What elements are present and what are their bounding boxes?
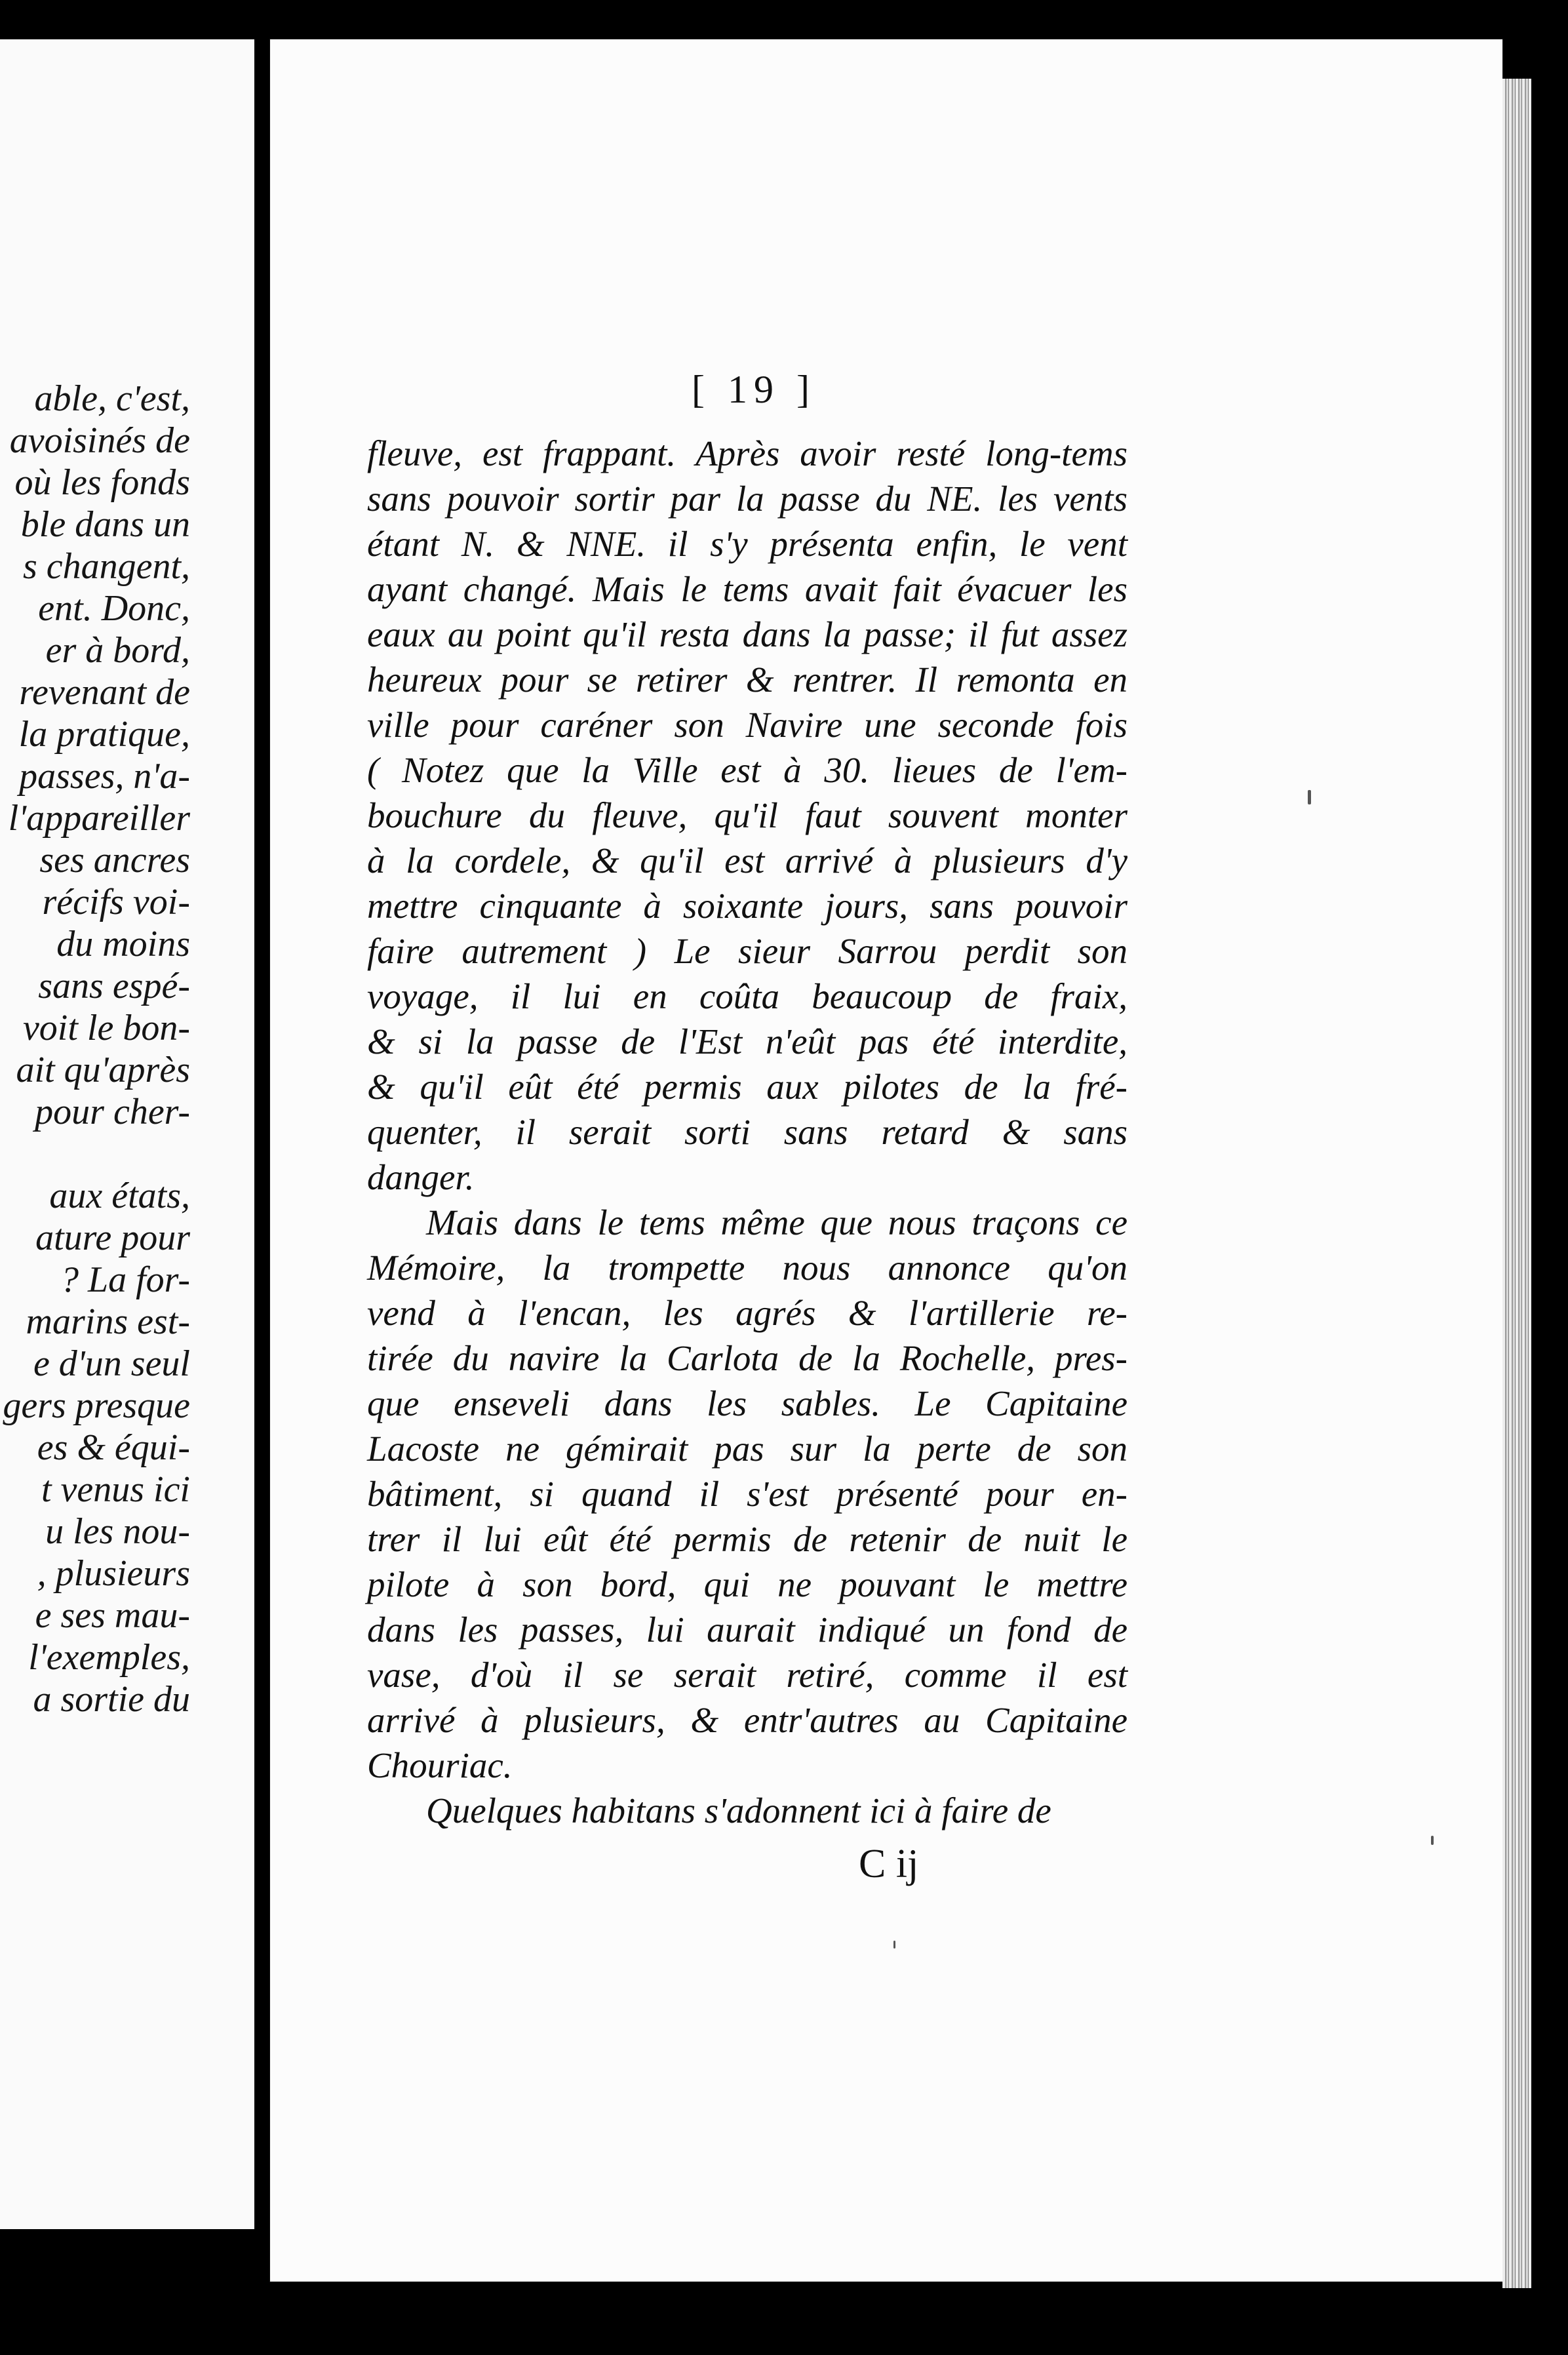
body-line: Chouriac. (367, 1745, 513, 1785)
body-line: ayant changé. Mais le tems avait fait évacuer les (367, 569, 1127, 609)
left-page (0, 39, 254, 2229)
left-page-line: ses ancres (39, 840, 190, 881)
body-line: mettre cinquante à soixante jours, sans pouvoir (367, 886, 1127, 926)
left-page-line: a sortie du (33, 1679, 190, 1720)
left-page-line: e d'un seul (33, 1343, 190, 1384)
left-page-line: ? La for- (60, 1259, 190, 1300)
body-line: fleuve, est frappant. Après avoir resté long-tems (367, 433, 1127, 473)
body-line: bouchure du fleuve, qu'il faut souvent monter (367, 795, 1127, 835)
signature-mark: C ij (859, 1842, 919, 1886)
left-page-line: marins est- (26, 1301, 190, 1342)
page-edge (1502, 79, 1531, 2288)
paper-speck (893, 1941, 895, 1949)
left-page-line: ent. Donc, (38, 588, 190, 629)
left-page-line: ait qu'après (16, 1050, 190, 1090)
left-page-line: où les fonds (14, 462, 190, 503)
body-line: vend à l'encan, les agrés & l'artillerie re- (367, 1293, 1127, 1333)
left-page-line: es & équi- (37, 1427, 190, 1468)
body-line: Mais dans le tems même que nous traçons ce (426, 1202, 1127, 1242)
left-page-line: er à bord, (45, 630, 190, 671)
body-line: à la cordele, & qu'il est arrivé à plusieurs d'y (367, 841, 1127, 881)
body-line: sans pouvoir sortir par la passe du NE. les vents (367, 479, 1127, 519)
body-line: quenter, il serait sorti sans retard & sans (367, 1112, 1127, 1152)
left-page-line: t venus ici (41, 1469, 190, 1510)
body-line: trer il lui eût été permis de retenir de nuit le (367, 1519, 1127, 1559)
body-line: ville pour caréner son Navire une seconde fois (367, 705, 1127, 745)
body-line: tirée du navire la Carlota de la Rochelle, pres- (367, 1338, 1127, 1378)
left-page-line: pour cher- (35, 1092, 190, 1132)
left-page-line: l'exemples, (28, 1637, 190, 1678)
left-page-line: l'appareiller (8, 798, 190, 839)
left-page-line: la pratique, (18, 714, 190, 755)
body-line: Quelques habitans s'adonnent ici à faire de (426, 1791, 1051, 1831)
body-line: que enseveli dans les sables. Le Capitaine (367, 1383, 1127, 1423)
body-line: & qu'il eût été permis aux pilotes de la fré- (367, 1067, 1127, 1107)
body-line: pilote à son bord, qui ne pouvant le mettre (367, 1564, 1127, 1604)
left-page-line: sans espé- (38, 966, 190, 1006)
left-page-line: avoisinés de (9, 420, 190, 461)
body-line: & si la passe de l'Est n'eût pas été interdite, (367, 1021, 1127, 1061)
left-page-line: revenant de (19, 672, 190, 713)
left-page-line: ble dans un (20, 504, 190, 545)
left-page-line: ature pour (35, 1217, 190, 1258)
left-page-line: du moins (56, 924, 190, 964)
left-page-line: s changent, (22, 546, 190, 587)
left-page-line: able, c'est, (34, 378, 190, 419)
paper-speck (1431, 1836, 1434, 1845)
left-page-line: , plusieurs (37, 1553, 190, 1594)
body-line: arrivé à plusieurs, & entr'autres au Capitaine (367, 1700, 1127, 1740)
body-line: Mémoire, la trompette nous annonce qu'on (367, 1248, 1127, 1288)
left-page-line: récifs voi- (42, 882, 190, 922)
body-line: voyage, il lui en coûta beaucoup de fraix, (367, 976, 1127, 1016)
left-page-line: u les nou- (45, 1511, 190, 1552)
body-line: dans les passes, lui aurait indiqué un fond de (367, 1610, 1127, 1650)
left-page-line: voit le bon- (22, 1008, 190, 1048)
left-page-line: passes, n'a- (19, 756, 190, 797)
body-line: eaux au point qu'il resta dans la passe; il fut assez (367, 614, 1127, 654)
body-line: faire autrement ) Le sieur Sarrou perdit son (367, 931, 1127, 971)
body-line: heureux pour se retirer & rentrer. Il remonta en (367, 660, 1127, 700)
left-page-line: aux états, (49, 1176, 190, 1216)
body-line: Lacoste ne gémirait pas sur la perte de son (367, 1429, 1127, 1469)
body-line: vase, d'où il se serait retiré, comme il est (367, 1655, 1127, 1695)
paper-speck (1308, 790, 1311, 804)
page-number: [ 19 ] (692, 368, 816, 411)
left-page-line: e ses mau- (35, 1595, 190, 1636)
body-line: étant N. & NNE. il s'y présenta enfin, le vent (367, 524, 1127, 564)
left-page-line: gers presque (3, 1385, 190, 1426)
body-line: bâtiment, si quand il s'est présenté pour en- (367, 1474, 1127, 1514)
body-line: danger. (367, 1157, 475, 1197)
body-line: ( Notez que la Ville est à 30. lieues de l'em- (367, 750, 1127, 790)
